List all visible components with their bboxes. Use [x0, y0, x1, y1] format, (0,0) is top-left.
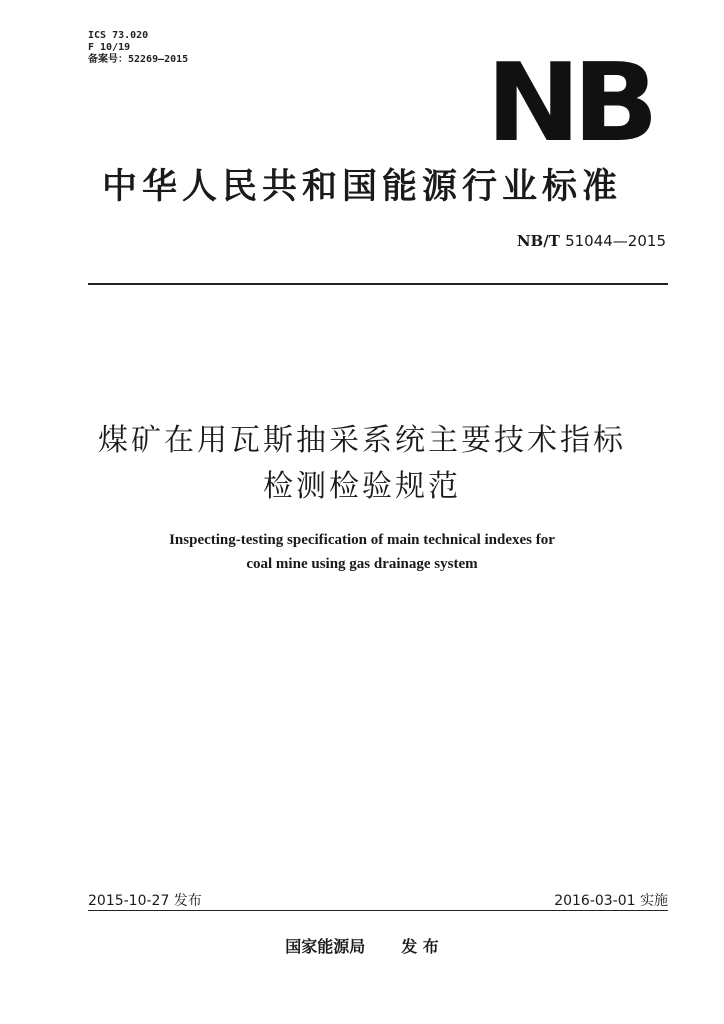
- english-title: [0, 528, 724, 576]
- chinese-title: [0, 418, 724, 510]
- record-number: 备案号：52269—2015: [88, 54, 189, 65]
- standard-code-number: 51044—2015: [565, 232, 666, 250]
- chinese-title-line-1: 煤矿在用瓦斯抽采系统主要技术指标: [98, 423, 626, 458]
- date-row: [88, 890, 668, 912]
- english-title-line-2: coal mine using gas drainage system: [246, 556, 478, 572]
- classification-code: F 10/19: [88, 42, 131, 53]
- ics-code: ICS 73.020: [88, 30, 149, 41]
- issuer-action: 发 布: [401, 937, 439, 956]
- document-metadata: [88, 30, 188, 66]
- nb-logo: NB: [486, 41, 651, 166]
- top-divider: [88, 283, 668, 285]
- implement-date: 2016-03-01 实施: [554, 893, 668, 909]
- english-title-line-1: Inspecting-testing specification of main technical indexes for: [169, 532, 555, 548]
- issuer: [0, 934, 724, 957]
- standard-code: [517, 232, 666, 250]
- standard-code-prefix: NB/T: [516, 232, 560, 250]
- chinese-title-line-2: 检测检验规范: [263, 469, 461, 504]
- bottom-divider: [88, 910, 668, 911]
- issuer-name: 国家能源局: [285, 937, 366, 956]
- org-title: 中华人民共和国能源行业标准: [101, 167, 622, 207]
- publish-date: 2015-10-27 发布: [88, 893, 202, 909]
